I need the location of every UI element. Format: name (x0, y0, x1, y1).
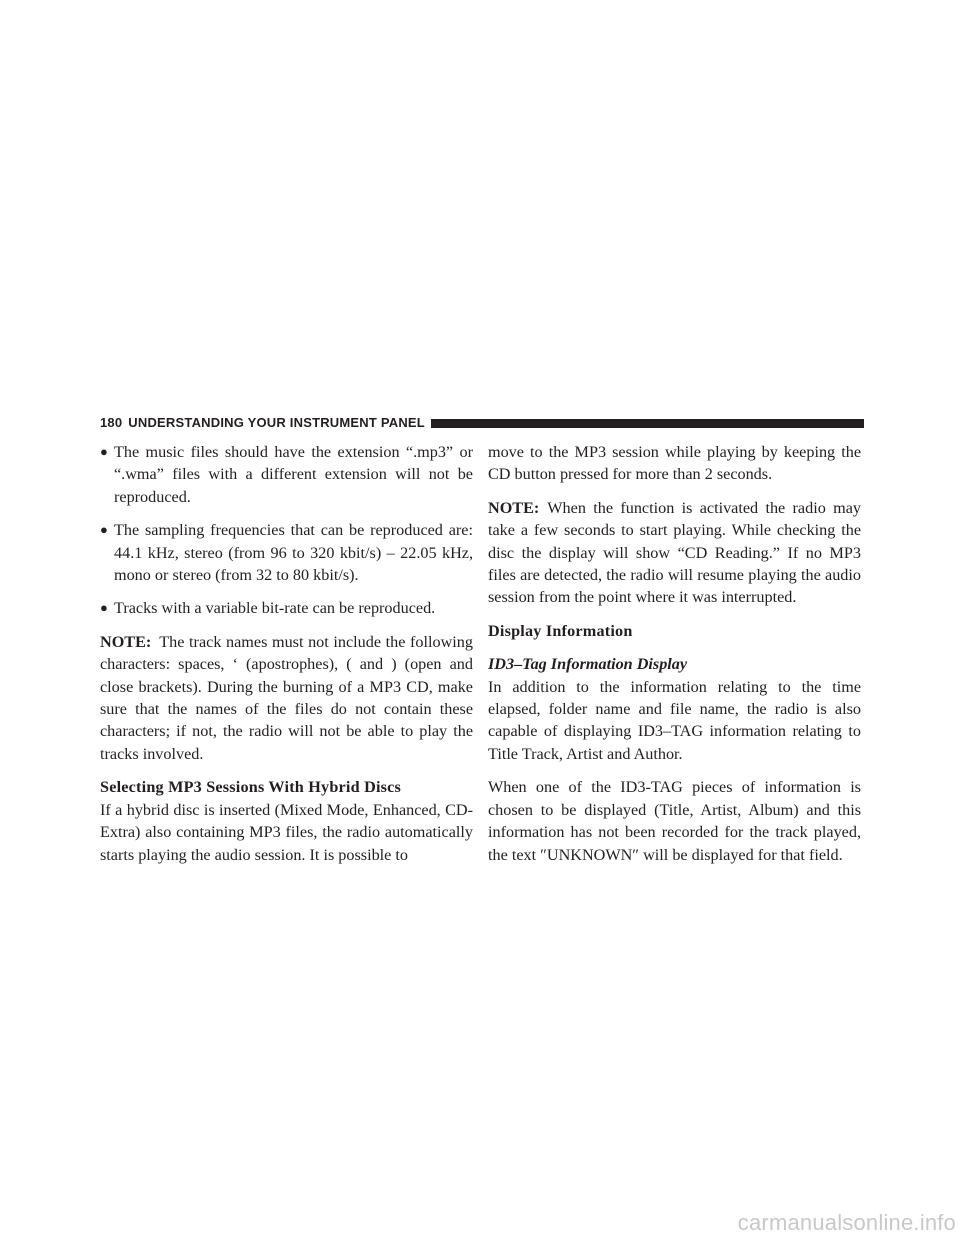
note-text: The track names must not include the following characters: spaces, ‘ (apostrophes), ( and ) (open and close brackets). During the burning of a MP3 CD, make sure that the names of the files do not contain these characters; if not, the radio will not be able to play the tracks involved. (100, 632, 473, 763)
body-paragraph: In addition to the information relating to the time elapsed, folder name and file name, the radio is also capable of displaying ID3–TAG information relating to Title Track, Artist and Author. (488, 677, 861, 763)
note-paragraph (100, 631, 473, 765)
bullet-icon: ● (100, 522, 108, 538)
list-item-text: The music files should have the extension “.mp3” or “.wma” files with a different extension will not be reproduced. (114, 443, 473, 506)
note-text: When the function is activated the radio may take a few seconds to start playing. While checking the disc the display will show “CD Reading.” If no MP3 files are detected, the radio will resume playing the audio session from the point where it was interrupted. (488, 498, 861, 607)
section-title: UNDERSTANDING YOUR INSTRUMENT PANEL (128, 415, 425, 430)
header-rule (431, 419, 864, 428)
left-column (100, 441, 473, 877)
note-label: NOTE: (488, 498, 540, 517)
note-paragraph (488, 497, 861, 609)
body-paragraph: If a hybrid disc is inserted (Mixed Mode, Enhanced, CD-Extra) also containing MP3 files, the radio automatically starts playing the audio session. It is possible to (100, 800, 473, 864)
subsection-heading: ID3–Tag Information Display (488, 655, 688, 674)
watermark: carmanualsonline.info (737, 1210, 956, 1235)
bullet-icon: ● (100, 600, 108, 616)
right-column (488, 441, 861, 877)
note-label: NOTE: (100, 632, 152, 651)
bullet-icon: ● (100, 444, 108, 459)
list-item (100, 597, 473, 619)
page-number: 180 (100, 415, 123, 430)
list-item-text: Tracks with a variable bit-rate can be reproduced. (114, 599, 436, 618)
section-heading: Display Information (488, 621, 633, 640)
body-paragraph-continued: move to the MP3 session while playing by keeping the CD button pressed for more than 2 seconds. (488, 443, 861, 484)
page-header (100, 416, 864, 430)
list-item-text: The sampling frequencies that can be reproduced are: 44.1 kHz, stereo (from 96 to 320 kbit/s) – 22.05 kHz, mono or stereo (from 32 to 80 kbit/s). (114, 521, 473, 585)
subsection-heading: Selecting MP3 Sessions With Hybrid Discs (100, 778, 402, 797)
list-item (100, 441, 473, 508)
list-item (100, 519, 473, 586)
body-paragraph: When one of the ID3-TAG pieces of information is chosen to be displayed (Title, Artist, Album) and this information has not been recorded for the track played, the text ″UNKNOWN″ will be displayed for that field. (488, 778, 861, 864)
